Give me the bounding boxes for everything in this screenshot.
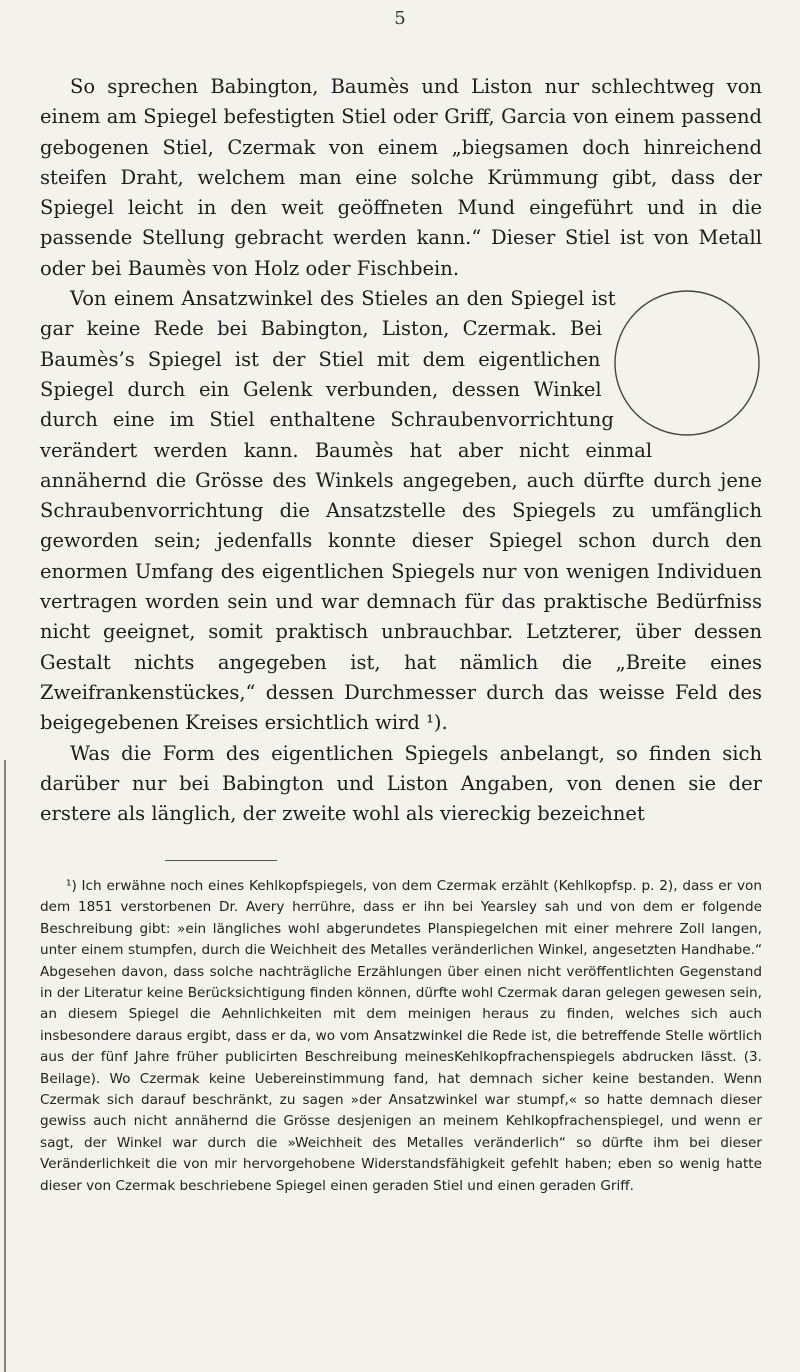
footnote: [40, 876, 762, 1197]
circle-figure: [612, 288, 762, 438]
main-text: [40, 72, 762, 829]
footnote-text: ¹) Ich erwähne noch eines Kehlkopfspiegels, von dem Czermak erzählt (Kehlkopfsp. p. 2), dass er von dem 1851 verstorbenen Dr. Avery herrühre, dass er ihn bei Yearsley sah und von dem er folgende Beschreibung gibt: »ein längliches wohl abgerundetes Planspiegelchen mit einer mehrere Zoll langen, unter einem stumpfen, durch die Weichheit des Metalles veränderlichen Winkel, angesetzten Handhabe.“ Abgesehen davon, dass solche nachträgliche Erzählungen über einen nicht veröffentlichten Gegenstand in der Literatur keine Berücksichtigung finden können, dürfte wohl Czermak daran gelegen gewesen sein, an diesem Spiegel die Aehnlichkeiten mit dem meinigen heraus zu finden, welches sich auch insbesondere daraus ergibt, dass er da, wo vom Ansatzwinkel die Rede ist, die betreffende Stelle wörtlich aus der fünf Jahre früher publicirten Beschreibung meinesKehlkopfrachenspiegels abdrucken lässt. (3. Beilage). Wo Czermak keine Uebereinstimmung fand, hat demnach sicher keine bestanden. Wenn Czermak sich darauf beschränkt, zu sagen »der Ansatzwinkel war stumpf,« so hatte demnach dieser gewiss auch nicht annähernd die Grösse desjenigen an meinem Kehlkopfrachenspiegel, und wenn er sagt, der Winkel war durch die »Weichheit des Metalles veränderlich“ so dürfte ihm bei dieser Veränderlichkeit die von mir hervorgehobene Widerstandsfähigkeit gefehlt haben; eben so wenig hatte dieser von Czermak beschriebene Spiegel einen geraden Stiel und einen geraden Griff.: [40, 878, 762, 1194]
circle-outline-icon: [612, 288, 762, 438]
paragraph-1: So sprechen Babington, Baumès und Liston nur schlechtweg von einem am Spiegel befestigten Stiel oder Griff, Garcia von einem passend gebogenen Stiel, Czermak von einem „biegsamen doch hinreichend steifen Draht, welchem man eine solche Krümmung gibt, dass der Spiegel leicht in den weit geöffneten Mund eingeführt und in die passende Stellung gebracht werden kann.“ Dieser Stiel ist von Metall oder bei Baumès von Holz oder Fischbein.: [40, 75, 762, 280]
page-number: 5: [394, 8, 406, 29]
paragraph-3: Was die Form des eigentlichen Spiegels anbelangt, so finden sich darüber nur bei Babington und Liston Angaben, von denen sie der erstere als länglich, der zweite wohl als viereckig bezeichnet: [40, 741, 762, 826]
footnote-divider: [165, 860, 277, 861]
paragraph-2: [40, 284, 762, 738]
scan-edge-line: [4, 760, 6, 1372]
paragraph-2-text: Von einem Ansatzwinkel des Stieles an den Spiegel ist gar keine Rede bei Babington, Liston, Czermak. Bei Baumès’s Spiegel ist der Stiel mit dem eigentlichen Spiegel durch ein Gelenk verbunden, dessen Winkel durch eine im Stiel enthaltene Schraubenvorrichtung verändert werden kann. Baumès hat aber nicht einmal annähernd die Grösse des Winkels angegeben, auch dürfte durch jene Schraubenvorrichtung die Ansatzstelle des Spiegels zu umfänglich geworden sein; jedenfalls konnte dieser Spiegel schon durch den enormen Umfang des eigentlichen Spiegels nur von wenigen Individuen vertragen worden sein und war demnach für das praktische Bedürfniss nicht geeignet, somit praktisch unbrauchbar. Letzterer, über dessen Gestalt nichts angegeben ist, hat nämlich die „Breite eines Zweifrankenstückes,“ dessen Durchmesser durch das weisse Feld des beigegebenen Kreises ersichtlich wird ¹).: [40, 287, 762, 735]
